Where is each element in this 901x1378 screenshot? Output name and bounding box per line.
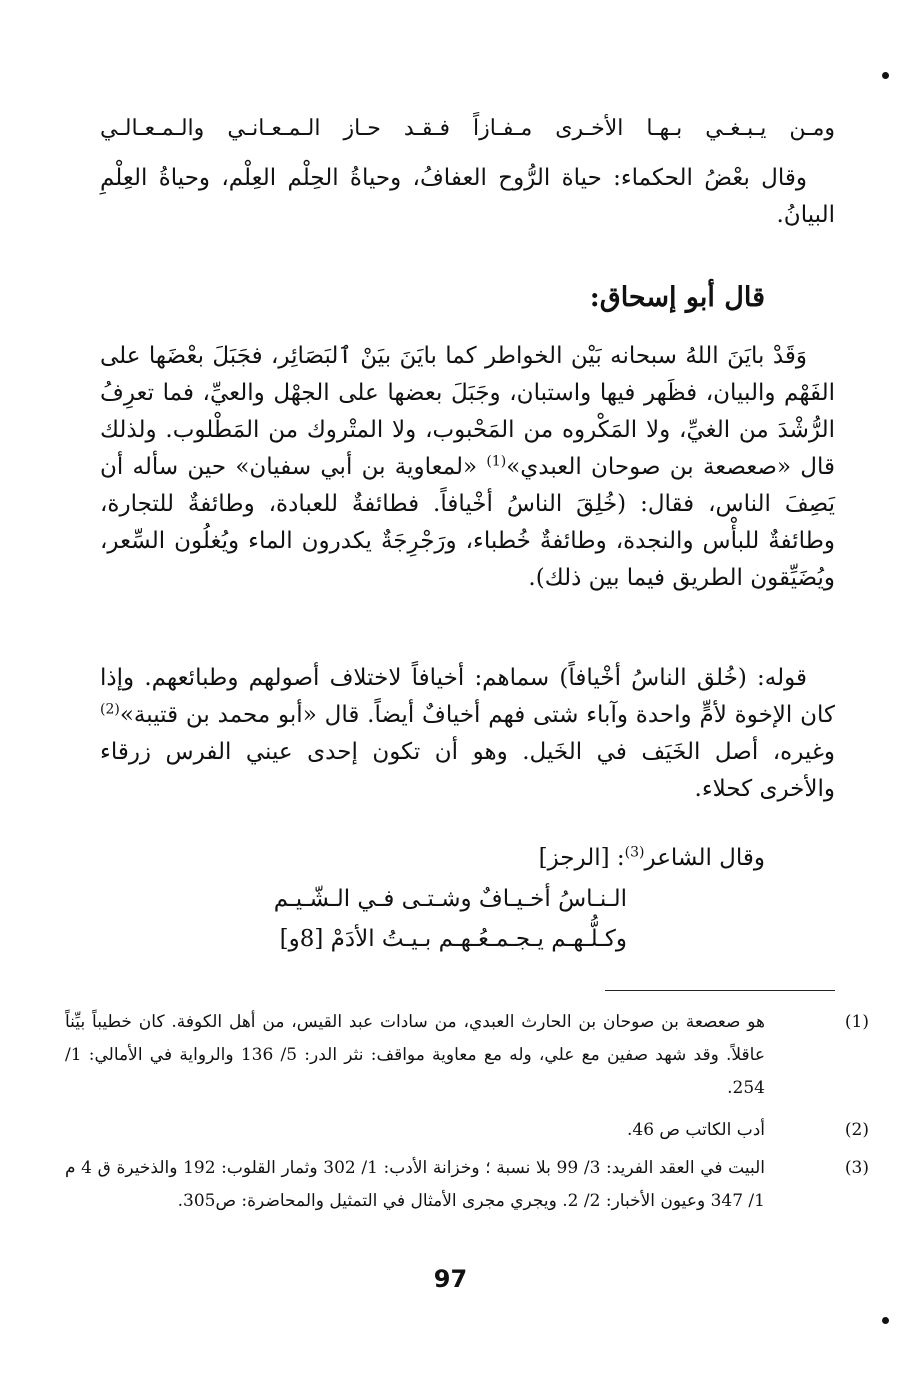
footnote-text: هو صعصعة بن صوحان بن الحارث العبدي، من سادات عبد القيس، من أهل الكوفة. كان خطيباً بيِّناً عاقلاً. وقد شهد صفين مع علي، وله مع معاوية مواقف: نثر الدر: 5/ 136 والرواية في الأمالي: 1/ 254. (65, 1012, 766, 1098)
margin-dot (882, 1317, 889, 1324)
paragraph-3-part-b: وغيره، أصل الخَيَف في الخَيل. وهو أن تكون إحدى عيني الفرس زرقاء والأخرى كحلاء. (100, 739, 835, 802)
section-heading: قال أبو إسحاق: (589, 282, 765, 313)
footnote-2 (65, 1114, 869, 1147)
footnote-number: (2) (844, 1120, 869, 1140)
paragraph-2-part-b: «لمعاوية بن أبي سفيان» حين سأله أن يَصِفَ الناس، فقال: (خُلِقَ الناسُ أخْيافاً. فطائفةٌ للعبادة، وطائفةٌ للتجارة، وطائفةٌ للبأْس والنجدة، وطائفةٌ خُطباء، ورَجْرِجَةٌ يكدرون الماء ويُغلُون السِّعر، ويُضَيِّقون الطريق فيما بين ذلك). (100, 454, 835, 591)
footnote-ref-3: (3) (624, 844, 645, 861)
footnote-text: البيت في العقد الفريد: 3/ 99 بلا نسبة ؛ وخزانة الأدب: 1/ 302 وثمار القلوب: 192 والذخيرة ق 4 م 1/ 347 وعيون الأخبار: 2/ 2. ويجري مجرى الأمثال في التمثيل والمحاضرة: ص305. (65, 1158, 765, 1211)
paragraph-2 (100, 338, 835, 597)
footnote-ref-1: (1) (486, 453, 507, 470)
poem-line-2: وكـلُّـهـم يـجـمـعُـهـم بـيـتُ الأدَمْ [8و] (279, 926, 627, 952)
paragraph-2-part-a: وَقَدْ بايَنَ اللهُ سبحانه بَيْن الخواطر كما بايَنَ بيَنْ ٱلبَصَائِر، فجَبَلَ بعْضَها على الفَهْم والبيان، فظَهر فيها واستبان، وجَبَلَ بعضها على الجهْل والعيِّ، فما تعرِفُ الرُّشْدَ من الغيِّ، ولا المَكْروه من المَحْبوب، ولا المتْروك من المَطْلوب. ولذلك قال «صعصعة بن صوحان العبدي» (100, 343, 835, 480)
footnote-text: أدب الكاتب ص 46. (626, 1120, 765, 1140)
paragraph-3 (100, 660, 835, 808)
footnote-ref-2: (2) (100, 701, 120, 718)
footnote-3 (65, 1152, 869, 1218)
footnote-1 (65, 1006, 869, 1105)
poem-meter: : [الرجز] (538, 845, 625, 871)
poet-intro-text: وقال الشاعر (644, 845, 765, 871)
poem-line-1: الـنـاسُ أخـيـافٌ وشـتـى فـي الـشّـيـم (273, 886, 627, 912)
paragraph-1: وقال بعْضُ الحكماء: حياة الرُّوح العفافُ، وحياةُ الحِلْم العِلْم، وحياةُ العِلْمِ البيانُ. (100, 165, 835, 228)
footnote-number: (3) (844, 1158, 869, 1178)
verse-top: ومـن يـبـغـي بـهـا الأخـرى مـفـازاً فـقـد حـاز الـمـعـانـي والـمـعـالـي (100, 116, 835, 141)
margin-dot (882, 72, 889, 79)
page-number: 97 (433, 1265, 468, 1293)
poet-intro (539, 845, 765, 871)
paragraph-3-part-a: قوله: (خُلق الناسُ أخْيافاً) سماهم: أخيافاً لاختلاف أصولهم وطبائعهم. وإذا كان الإخوة لأمٍّ واحدة وآباء شتى فهم أخيافٌ أيضاً. قال «أبو محمد بن قتيبة» (100, 665, 836, 728)
footnote-number: (1) (844, 1012, 869, 1032)
footnote-divider (605, 990, 835, 991)
